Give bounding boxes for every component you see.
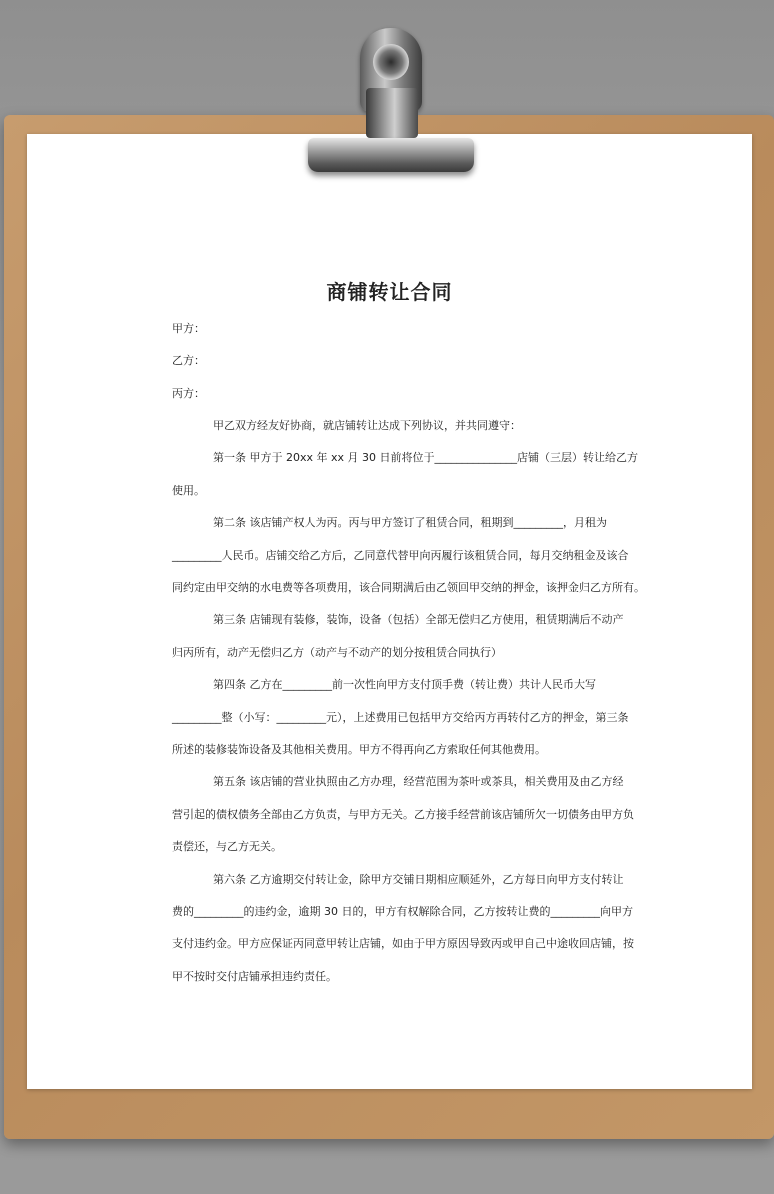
contract-line: 第一条 甲方于 20xx 年 xx 月 30 日前将位于_______________店铺（三层）转让给乙方 bbox=[213, 451, 639, 464]
binder-clip-hole bbox=[373, 44, 409, 80]
contract-line: 归丙所有，动产无偿归乙方（动产与不动产的划分按租赁合同执行） bbox=[172, 646, 502, 659]
document-title: 商铺转让合同 bbox=[326, 280, 453, 304]
party-c-label: 丙方： bbox=[172, 387, 205, 400]
contract-line: 第二条 该店铺产权人为丙。丙与甲方签订了租赁合同，租期到_________，月租为 bbox=[213, 516, 607, 529]
contract-line: 甲乙双方经友好协商，就店铺转让达成下列协议，并共同遵守： bbox=[213, 419, 521, 432]
contract-line: 费的_________的违约金，逾期 30 日的，甲方有权解除合同，乙方按转让费的_________向甲方 bbox=[172, 905, 633, 918]
contract-line: 第六条 乙方逾期交付转让金，除甲方交铺日期相应顺延外，乙方每日向甲方支付转让 bbox=[213, 873, 624, 886]
contract-line: 责偿还，与乙方无关。 bbox=[172, 840, 282, 853]
party-b-label: 乙方： bbox=[172, 354, 205, 367]
binder-clip-base bbox=[308, 138, 474, 172]
contract-line: 同约定由甲交纳的水电费等各项费用，该合同期满后由乙领回甲交纳的押金，该押金归乙方所有。 bbox=[172, 581, 645, 594]
contract-line: 使用。 bbox=[172, 484, 205, 497]
contract-line: _________人民币。店铺交给乙方后，乙同意代替甲向丙履行该租赁合同，每月交纳租金及该合 bbox=[172, 549, 629, 562]
contract-line: 营引起的债权债务全部由乙方负责，与甲方无关。乙方接手经营前该店铺所欠一切债务由甲方负 bbox=[172, 808, 634, 821]
contract-line: 第三条 店铺现有装修，装饰，设备（包括）全部无偿归乙方使用，租赁期满后不动产 bbox=[213, 613, 624, 626]
contract-line: 第四条 乙方在_________前一次性向甲方支付顶手费（转让费）共计人民币大写 bbox=[213, 678, 596, 691]
contract-line: 第五条 该店铺的营业执照由乙方办理，经营范围为茶叶或茶具，相关费用及由乙方经 bbox=[213, 775, 624, 788]
binder-clip-body bbox=[366, 88, 418, 138]
contract-line: _________整（小写：_________元），上述费用已包括甲方交给丙方再转付乙方的押金，第三条 bbox=[172, 711, 629, 724]
contract-line: 所述的装修装饰设备及其他相关费用。甲方不得再向乙方索取任何其他费用。 bbox=[172, 743, 546, 756]
party-a-label: 甲方： bbox=[172, 322, 205, 335]
contract-line: 甲不按时交付店铺承担违约责任。 bbox=[172, 970, 337, 983]
contract-line: 支付违约金。甲方应保证丙同意甲转让店铺，如由于甲方原因导致丙或甲自己中途收回店铺，按 bbox=[172, 937, 634, 950]
